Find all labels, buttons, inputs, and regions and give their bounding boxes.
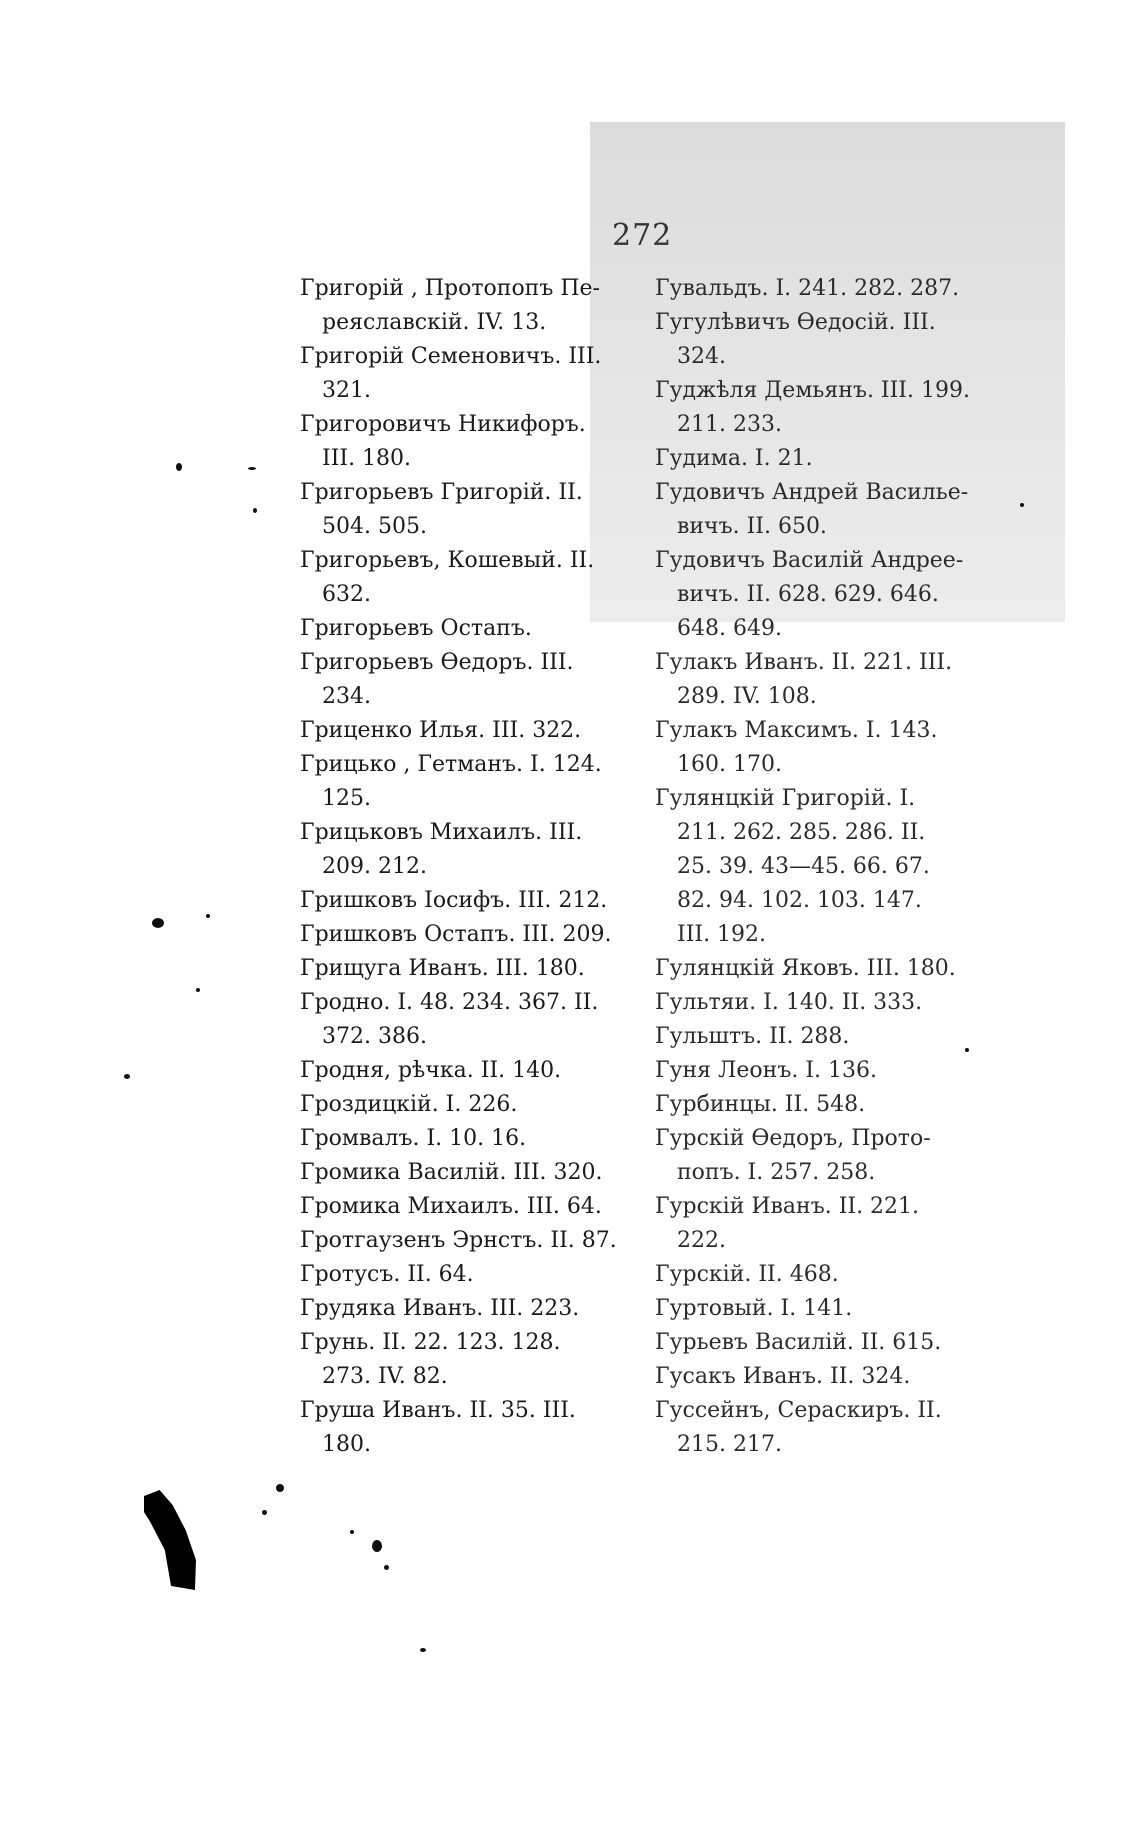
index-entry-heading-line: Гурбинцы. II. 548. [655, 1092, 866, 1117]
index-entry-continuation-line: 82. 94. 102. 103. 147. [677, 888, 922, 913]
index-entry-continuation-line: 632. [322, 582, 371, 607]
index-entry-heading-line: Гулянцкій Яковъ. III. 180. [655, 956, 956, 981]
index-entry-continuation-line: вичъ. II. 628. 629. 646. [677, 582, 939, 607]
index-entry-heading-line: Григорьевъ, Кошевый. II. [300, 548, 595, 573]
index-entry-heading-line: Гурскій Иванъ. II. 221. [655, 1194, 920, 1219]
index-entry-continuation-line: 504. 505. [322, 514, 427, 539]
ink-speck [276, 1484, 284, 1492]
index-entry [300, 1394, 645, 1462]
index-entry [300, 476, 645, 544]
index-entry-heading-line: Гусакъ Иванъ. II. 324. [655, 1364, 911, 1389]
index-entry [300, 918, 645, 952]
index-entry-continuation-line: 215. 217. [677, 1432, 782, 1457]
ink-speck [350, 1530, 354, 1534]
index-entry-heading-line: Гроздицкій. I. 226. [300, 1092, 518, 1117]
index-entry-heading-line: Гришковъ Остапъ. III. 209. [300, 922, 612, 947]
index-entry-heading-line: Грудяка Иванъ. III. 223. [300, 1296, 580, 1321]
index-entry [300, 272, 645, 340]
index-entry-heading-line: Гурскій. II. 468. [655, 1262, 839, 1287]
page-number: 272 [612, 218, 673, 253]
index-column-right [655, 272, 1000, 1462]
index-entry [300, 1258, 645, 1292]
index-entry [300, 1088, 645, 1122]
index-entry-heading-line: Гувальдъ. I. 241. 282. 287. [655, 276, 960, 301]
index-entry [300, 1122, 645, 1156]
ink-speck [196, 988, 200, 992]
index-entry-continuation-line: III. 192. [677, 922, 767, 947]
index-column-left [300, 272, 645, 1462]
index-entry [300, 612, 645, 646]
index-entry [655, 1190, 1000, 1258]
index-entry [655, 1326, 1000, 1360]
index-entry [300, 816, 645, 884]
index-entry [300, 1326, 645, 1394]
index-entry-continuation-line: 324. [677, 344, 726, 369]
ink-blot [144, 1490, 196, 1590]
index-entry-heading-line: Гриценко Илья. III. 322. [300, 718, 582, 743]
index-entry-continuation-line: вичъ. II. 650. [677, 514, 827, 539]
index-entry-continuation-line: 321. [322, 378, 371, 403]
ink-speck [262, 1510, 267, 1515]
index-entry-heading-line: Гурскій Өедоръ, Прото- [655, 1126, 931, 1151]
index-entry [655, 1020, 1000, 1054]
index-entry-continuation-line: 372. 386. [322, 1024, 427, 1049]
index-entry [655, 782, 1000, 952]
index-entry [300, 714, 645, 748]
index-entry-continuation-line: попъ. I. 257. 258. [677, 1160, 876, 1185]
ink-speck [1020, 503, 1024, 507]
index-entry [300, 1156, 645, 1190]
index-entry [655, 986, 1000, 1020]
ink-speck [253, 508, 257, 513]
index-entry-heading-line: Григорьевъ Өедоръ. III. [300, 650, 574, 675]
index-entry-continuation-line: 273. IV. 82. [322, 1364, 448, 1389]
index-entry-continuation-line: 289. IV. 108. [677, 684, 817, 709]
index-entry-heading-line: Гульштъ. II. 288. [655, 1024, 850, 1049]
index-entry-continuation-line: 211. 262. 285. 286. II. [677, 820, 926, 845]
index-entry-continuation-line: 125. [322, 786, 371, 811]
index-entry-continuation-line: 222. [677, 1228, 726, 1253]
index-entry [655, 306, 1000, 374]
index-entry-continuation-line: 160. 170. [677, 752, 782, 777]
ink-speck [206, 914, 210, 918]
index-entry-heading-line: Гудовичъ Андрей Василье- [655, 480, 969, 505]
index-entry [655, 1054, 1000, 1088]
index-entry [655, 714, 1000, 782]
index-entry-heading-line: Грицьковъ Михаилъ. III. [300, 820, 583, 845]
index-entry-heading-line: Гудима. I. 21. [655, 446, 813, 471]
index-entry-heading-line: Гуртовый. I. 141. [655, 1296, 853, 1321]
ink-speck [965, 1048, 969, 1052]
index-entry-heading-line: Гуня Леонъ. I. 136. [655, 1058, 877, 1083]
index-entry [300, 1224, 645, 1258]
index-entry-heading-line: Григорьевъ Остапъ. [300, 616, 532, 641]
index-entry [655, 1360, 1000, 1394]
ink-speck [384, 1565, 389, 1570]
index-entry-continuation-line: 25. 39. 43—45. 66. 67. [677, 854, 930, 879]
index-entry [655, 1122, 1000, 1190]
index-entry [300, 748, 645, 816]
index-entry-continuation-line: 211. 233. [677, 412, 782, 437]
index-entry-continuation-line: реяславскій. IV. 13. [322, 310, 547, 335]
index-entry [655, 544, 1000, 646]
index-entry [655, 646, 1000, 714]
index-entry [655, 272, 1000, 306]
index-entry [655, 476, 1000, 544]
index-entry-heading-line: Гудовичъ Василій Андрее- [655, 548, 964, 573]
index-entry [300, 544, 645, 612]
index-entry [300, 1054, 645, 1088]
index-entry-heading-line: Грицько , Гетманъ. I. 124. [300, 752, 602, 777]
ink-speck [372, 1540, 382, 1552]
ink-speck [152, 918, 164, 928]
index-entry-continuation-line: III. 180. [322, 446, 412, 471]
ink-speck [176, 463, 182, 471]
index-entry [655, 1292, 1000, 1326]
index-entry-heading-line: Гультяи. I. 140. II. 333. [655, 990, 923, 1015]
index-entry [655, 1258, 1000, 1292]
index-entry-heading-line: Громика Михаилъ. III. 64. [300, 1194, 602, 1219]
index-entry-heading-line: Гродня, рѣчка. II. 140. [300, 1058, 562, 1083]
index-entry-heading-line: Гришковъ Іосифъ. III. 212. [300, 888, 608, 913]
index-entry [300, 1292, 645, 1326]
index-entry [655, 374, 1000, 442]
index-entry-heading-line: Григорій Семеновичъ. III. [300, 344, 602, 369]
index-entry-heading-line: Гулакъ Иванъ. II. 221. III. [655, 650, 953, 675]
index-entry-heading-line: Грищуга Иванъ. III. 180. [300, 956, 585, 981]
index-entry [655, 952, 1000, 986]
index-entry-heading-line: Гулянцкій Григорій. I. [655, 786, 916, 811]
index-entry [300, 986, 645, 1054]
index-entry [300, 340, 645, 408]
index-entry-heading-line: Громика Василій. III. 320. [300, 1160, 603, 1185]
ink-speck [248, 467, 256, 470]
index-entry-heading-line: Гулакъ Максимъ. I. 143. [655, 718, 938, 743]
index-entry [655, 442, 1000, 476]
index-entry-continuation-line: 648. 649. [677, 616, 782, 641]
index-entry-continuation-line: 180. [322, 1432, 371, 1457]
ink-speck [420, 1648, 426, 1652]
index-entry [300, 952, 645, 986]
index-entry-heading-line: Гугулѣвичъ Өедосій. III. [655, 310, 936, 335]
index-entry [300, 408, 645, 476]
index-entry [300, 1190, 645, 1224]
index-entry-heading-line: Гротгаузенъ Эрнстъ. II. 87. [300, 1228, 617, 1253]
index-entry-heading-line: Григоровичъ Никифоръ. [300, 412, 586, 437]
index-entry [655, 1394, 1000, 1462]
index-entry [300, 646, 645, 714]
ink-speck [124, 1074, 130, 1079]
index-entry-heading-line: Грунь. II. 22. 123. 128. [300, 1330, 561, 1355]
index-entry-heading-line: Гродно. I. 48. 234. 367. II. [300, 990, 599, 1015]
index-entry-heading-line: Груша Иванъ. II. 35. III. [300, 1398, 576, 1423]
index-entry [300, 884, 645, 918]
index-entry-heading-line: Гротусъ. II. 64. [300, 1262, 474, 1287]
index-entry-heading-line: Громвалъ. I. 10. 16. [300, 1126, 527, 1151]
index-entry [655, 1088, 1000, 1122]
index-entry-heading-line: Григорій , Протопопъ Пе- [300, 276, 600, 301]
index-entry-heading-line: Григорьевъ Григорій. II. [300, 480, 583, 505]
index-entry-heading-line: Гурьевъ Василій. II. 615. [655, 1330, 942, 1355]
index-entry-continuation-line: 209. 212. [322, 854, 427, 879]
index-entry-heading-line: Гуссейнъ, Сераскиръ. II. [655, 1398, 942, 1423]
index-entry-continuation-line: 234. [322, 684, 371, 709]
index-entry-heading-line: Гуджѣля Демьянъ. III. 199. [655, 378, 970, 403]
